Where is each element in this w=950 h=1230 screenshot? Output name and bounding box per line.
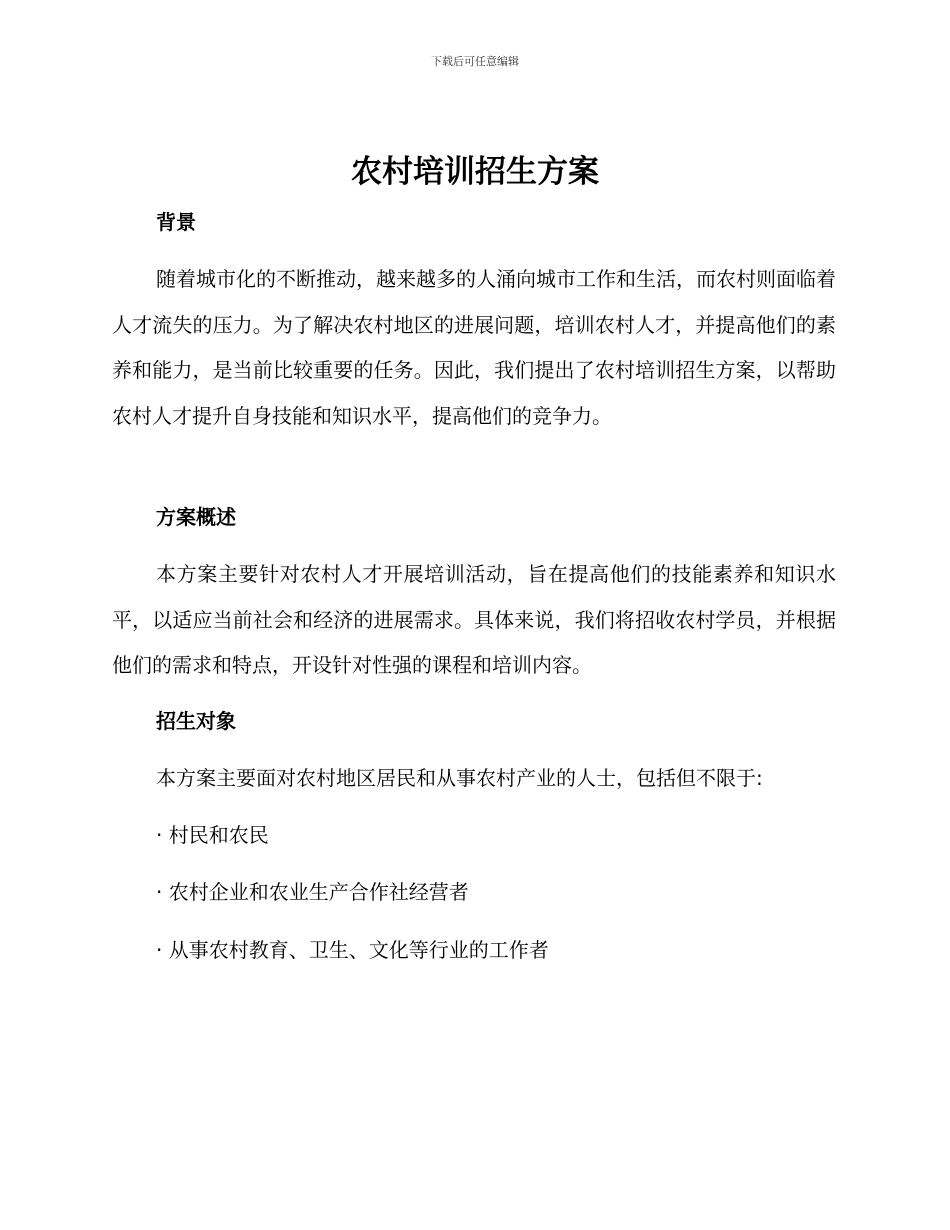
section-paragraph-background: 随着城市化的不断推动，越来越多的人涌向城市工作和生活，而农村则面临着人才流失的压力。为了解决农村地区的进展问题，培训农村人才，并提高他们的素养和能力，是当前比较重要的任务。因此，我们提出了农村培训招生方案，以帮助农村人才提升自身技能和知识水平，提高他们的竞争力。	[112, 267, 836, 428]
document-title: 农村培训招生方案	[351, 154, 599, 190]
list-item: · 从事农村教育、卫生、文化等行业的工作者	[156, 938, 549, 962]
section-paragraph-overview: 本方案主要针对农村人才开展培训活动，旨在提高他们的技能素养和知识水平，以适应当前社会和经济的进展需求。具体来说，我们将招收农村学员，并根据他们的需求和特点，开设针对性强的课程和培训内容。	[112, 562, 836, 677]
page-header-note: 下载后可任意编辑	[431, 55, 519, 68]
section-heading-background: 背景	[156, 210, 196, 234]
section-heading-target: 招生对象	[156, 709, 236, 733]
section-heading-overview: 方案概述	[156, 505, 236, 529]
list-item: · 村民和农民	[156, 823, 269, 847]
list-item: · 农村企业和农业生产合作社经营者	[156, 880, 469, 904]
section-paragraph-target: 本方案主要面对农村地区居民和从事农村产业的人士，包括但不限于:	[156, 766, 763, 790]
